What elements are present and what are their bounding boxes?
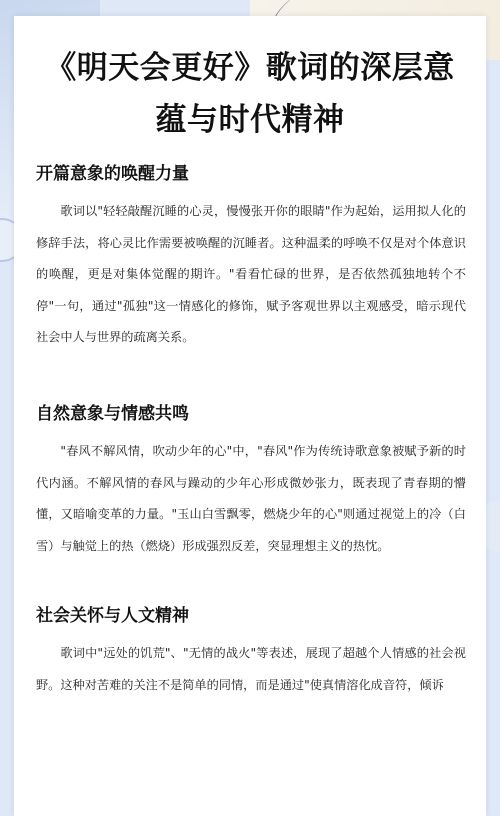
section-body-2: "春风不解风情，吹动少年的心"中，"春风"作为传统诗歌意象被赋予新的时代内涵。不解风情的春风与躁动的少年心形成微妙张力，既表现了青春期的懵懂，又暗喻变革的力量。"玉山白雪飘零，燃烧少年的心"则通过视觉上的冷（白雪）与触觉上的热（燃烧）形成强烈反差，突显理想主义的热忱。 <box>36 444 466 553</box>
section-heading-3: 社会关怀与人文精神 <box>36 606 189 626</box>
article-title: 《明天会更好》歌词的深层意蕴与时代精神 <box>45 50 455 138</box>
section-body-3: 歌词中"远处的饥荒"、"无情的战火"等表述，展现了超越个人情感的社会视野。这种对苦难的关注不是简单的同情，而是通过"使真情溶化成音符，倾诉 <box>36 646 466 692</box>
section-heading-1: 开篇意象的唤醒力量 <box>36 164 189 184</box>
document-page <box>14 16 486 816</box>
section-body-1: 歌词以"轻轻敲醒沉睡的心灵，慢慢张开你的眼睛"作为起始，运用拟人化的修辞手法，将心灵比作需要被唤醒的沉睡者。这种温柔的呼唤不仅是对个体意识的唤醒，更是对集体觉醒的期许。"看看忙碌的世界，是否依然孤独地转个不停"一句，通过"孤独"这一情感化的修饰，赋予客观世界以主观感受，暗示现代社会中人与世界的疏离关系。 <box>36 204 466 344</box>
section-heading-2: 自然意象与情感共鸣 <box>36 404 189 424</box>
